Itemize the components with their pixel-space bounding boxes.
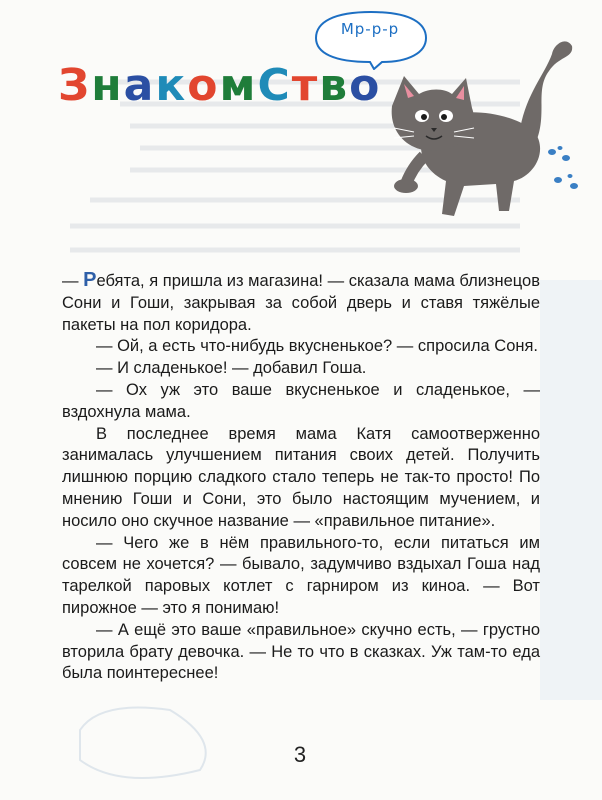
paragraph: — Ох уж это ваше вкусненькое и сладенькое, — вздохнула мама. [62, 380, 540, 421]
drop-cap: Р [83, 269, 97, 291]
title-letter: С [257, 60, 292, 111]
title-letter: к [155, 60, 188, 111]
title-letter: т [291, 60, 320, 111]
paragraph-text: ебята, я пришла из магазина! — сказала мама близнецов Сони и Гоши, закрывая за собой дверь и ставя тяжёлые пакеты на пол коридора. [62, 272, 540, 334]
title-letter: о [187, 60, 220, 111]
paragraph: — Чего же в нём правильного-то, если питаться им совсем не хочется? — бывало, задумчиво вздыхал Гоша над тарелкой паровых котлет с гарниром из киноа. — Вот пирожное — это я понимаю! [62, 533, 540, 617]
speech-bubble-text: Мр-р-р [340, 20, 400, 38]
title-letter: З [58, 60, 92, 111]
title-letter: м [219, 60, 258, 111]
paw-prints [540, 140, 590, 200]
dash: — [62, 272, 84, 290]
chapter-title [58, 60, 381, 130]
title-letter: а [123, 60, 156, 111]
paragraph: В последнее время мама Катя самоотверженно занималась улучшением питания своих детей. Получить лишнюю порцию сладкого стало теперь не так-то просто! По мнению Гоши и Сони, это было настоящим мучением, и носило оно скучное название — «правильное питание». [62, 424, 540, 530]
story-text [62, 270, 540, 685]
paragraph: — А ещё это ваше «правильное» скучно есть, — грустно вторила брату девочка. — Не то что в сказках. Уж там-то еда была поинтереснее! [62, 620, 540, 683]
paragraph: — И сладенькое! — добавил Гоша. [96, 359, 367, 378]
title-letter: в [319, 60, 350, 111]
title-letter: н [91, 60, 124, 111]
paragraph [62, 270, 540, 336]
title-letter: о [349, 60, 382, 111]
page-number: 3 [293, 742, 307, 767]
paragraph: — Ой, а есть что-нибудь вкусненькое? — спросила Соня. [96, 337, 538, 356]
